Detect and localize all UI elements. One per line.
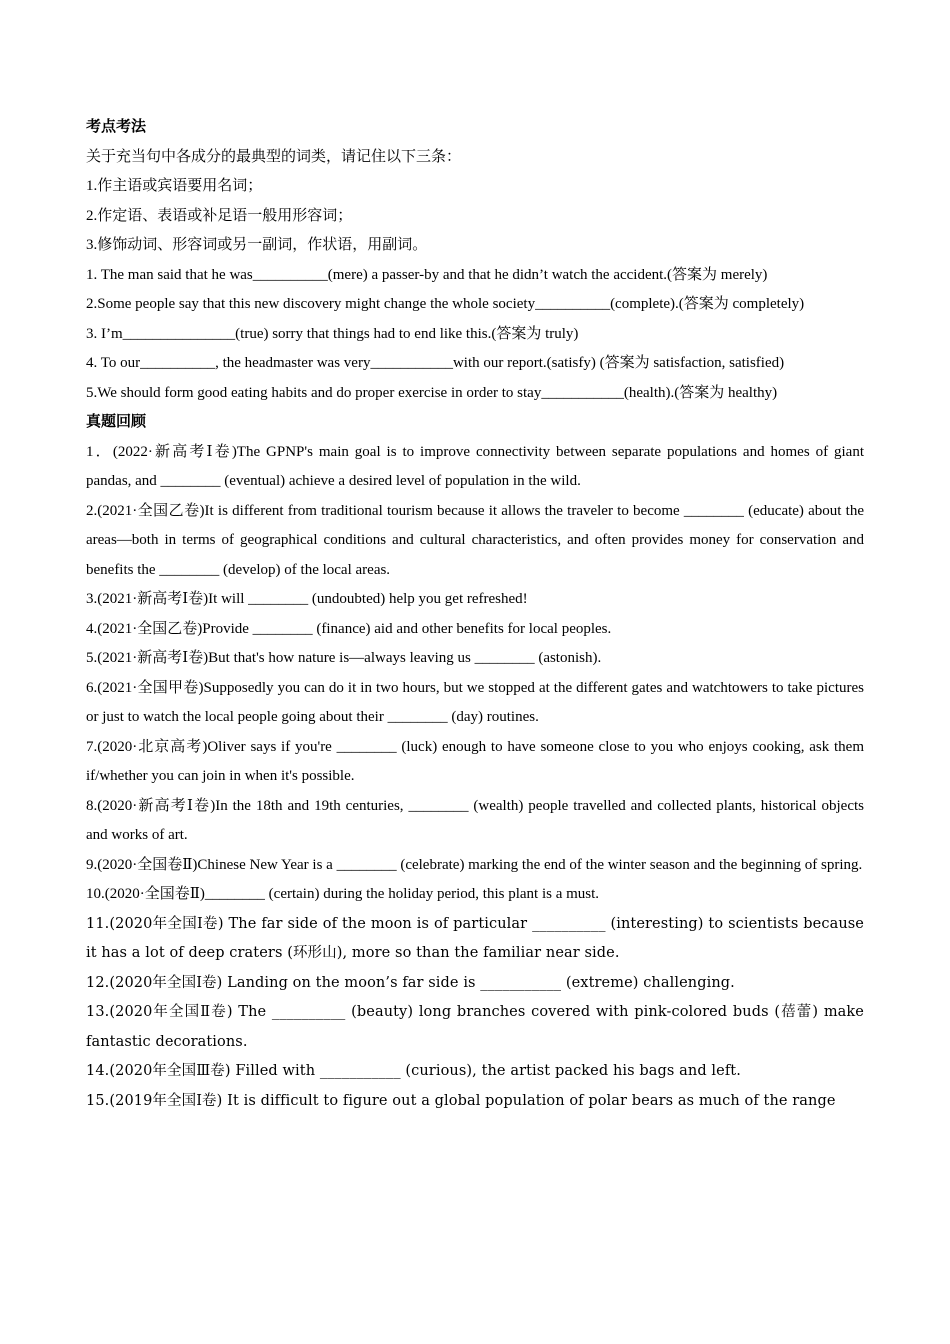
exam-question: 14.(2020年全国Ⅲ卷) Filled with ___________ (curious), the artist packed his bags and left. xyxy=(86,1063,741,1079)
rule-item: 3.修饰动词、形容词或另一副词，作状语，用副词。 xyxy=(86,237,428,253)
example-item: 2.Some people say that this new discovery might change the whole society__________(complete).(答案为 completely) xyxy=(86,296,805,312)
exam-question: 12.(2020年全国Ⅰ卷) Landing on the moon’s far side is ___________ (extreme) challenging. xyxy=(86,974,735,991)
exam-question: 6.(2021·全国甲卷)Supposedly you can do it in two hours, but we stopped at the different gates and watchtowers to take pictures or just to watch the local people going about their ________ (day) routines. xyxy=(86,679,864,725)
exam-question: 4.(2021·全国乙卷)Provide ________ (finance) aid and other benefits for local peoples. xyxy=(86,620,612,637)
exam-question: 1．(2022·新高考Ⅰ卷)The GPNP's main goal is to improve connectivity between separate populations and homes of giant pandas, and ________ (eventual) achieve a desired level of population in the wild. xyxy=(86,443,864,489)
exam-question: 5.(2021·新高考Ⅰ卷)But that's how nature is—always leaving us ________ (astonish). xyxy=(86,650,602,666)
intro-text: 关于充当句中各成分的最典型的词类，请记住以下三条： xyxy=(86,148,462,165)
exam-question: 9.(2020·全国卷Ⅱ)Chinese New Year is a ________ (celebrate) marking the end of the winter season and the beginning of spring. xyxy=(86,856,863,873)
exam-question: 15.(2019年全国Ⅰ卷) It is difficult to figure out a global population of polar bears as much of the range xyxy=(86,1092,836,1109)
example-item: 4. To our__________, the headmaster was very___________with our report.(satisfy) (答案为 satisfaction, satisfied) xyxy=(86,355,785,371)
example-item: 1. The man said that he was__________(mere) a passer-by and that he didn’t watch the accident.(答案为 merely) xyxy=(86,266,768,283)
section-title-key-points: 考点考法 xyxy=(86,119,147,135)
exam-question: 11.(2020年全国Ⅰ卷) The far side of the moon is of particular __________ (interesting) to scientists because it has a lot of deep craters (环形山), more so than the familiar near side. xyxy=(86,915,864,961)
section-title-past-exams: 真题回顾 xyxy=(86,414,147,430)
rule-item: 2.作定语、表语或补足语一般用形容词； xyxy=(86,207,353,224)
exam-question: 13.(2020年全国Ⅱ卷) The __________ (beauty) long branches covered with pink-colored buds (蓓蕾) make fantastic decorations. xyxy=(86,1004,864,1050)
exam-question: 3.(2021·新高考Ⅰ卷)It will ________ (undoubted) help you get refreshed! xyxy=(86,591,528,607)
exam-question: 10.(2020·全国卷Ⅱ)________ (certain) during the holiday period, this plant is a must. xyxy=(86,886,600,902)
exam-question: 7.(2020·北京高考)Oliver says if you're ________ (luck) enough to have someone close to you who enjoys cooking, ask them if/whether you can join in when it's possible. xyxy=(86,738,864,784)
exam-question: 8.(2020·新高考Ⅰ卷)In the 18th and 19th centuries, ________ (wealth) people travelled and collected plants, historical objects and works of art. xyxy=(86,797,864,843)
exam-question: 2.(2021·全国乙卷)It is different from traditional tourism because it allows the traveler to become ________ (educate) about the areas—both in terms of geographical conditions and cultural characteristics, and often provides money for conservation and benefits the ________ (develop) of the local areas. xyxy=(86,502,864,578)
rule-item: 1.作主语或宾语要用名词； xyxy=(86,178,263,194)
document-page xyxy=(86,113,864,1116)
example-item: 5.We should form good eating habits and do proper exercise in order to stay___________(health).(答案为 healthy) xyxy=(86,384,778,401)
example-item: 3. I’m_______________(true) sorry that things had to end like this.(答案为 truly) xyxy=(86,325,579,342)
